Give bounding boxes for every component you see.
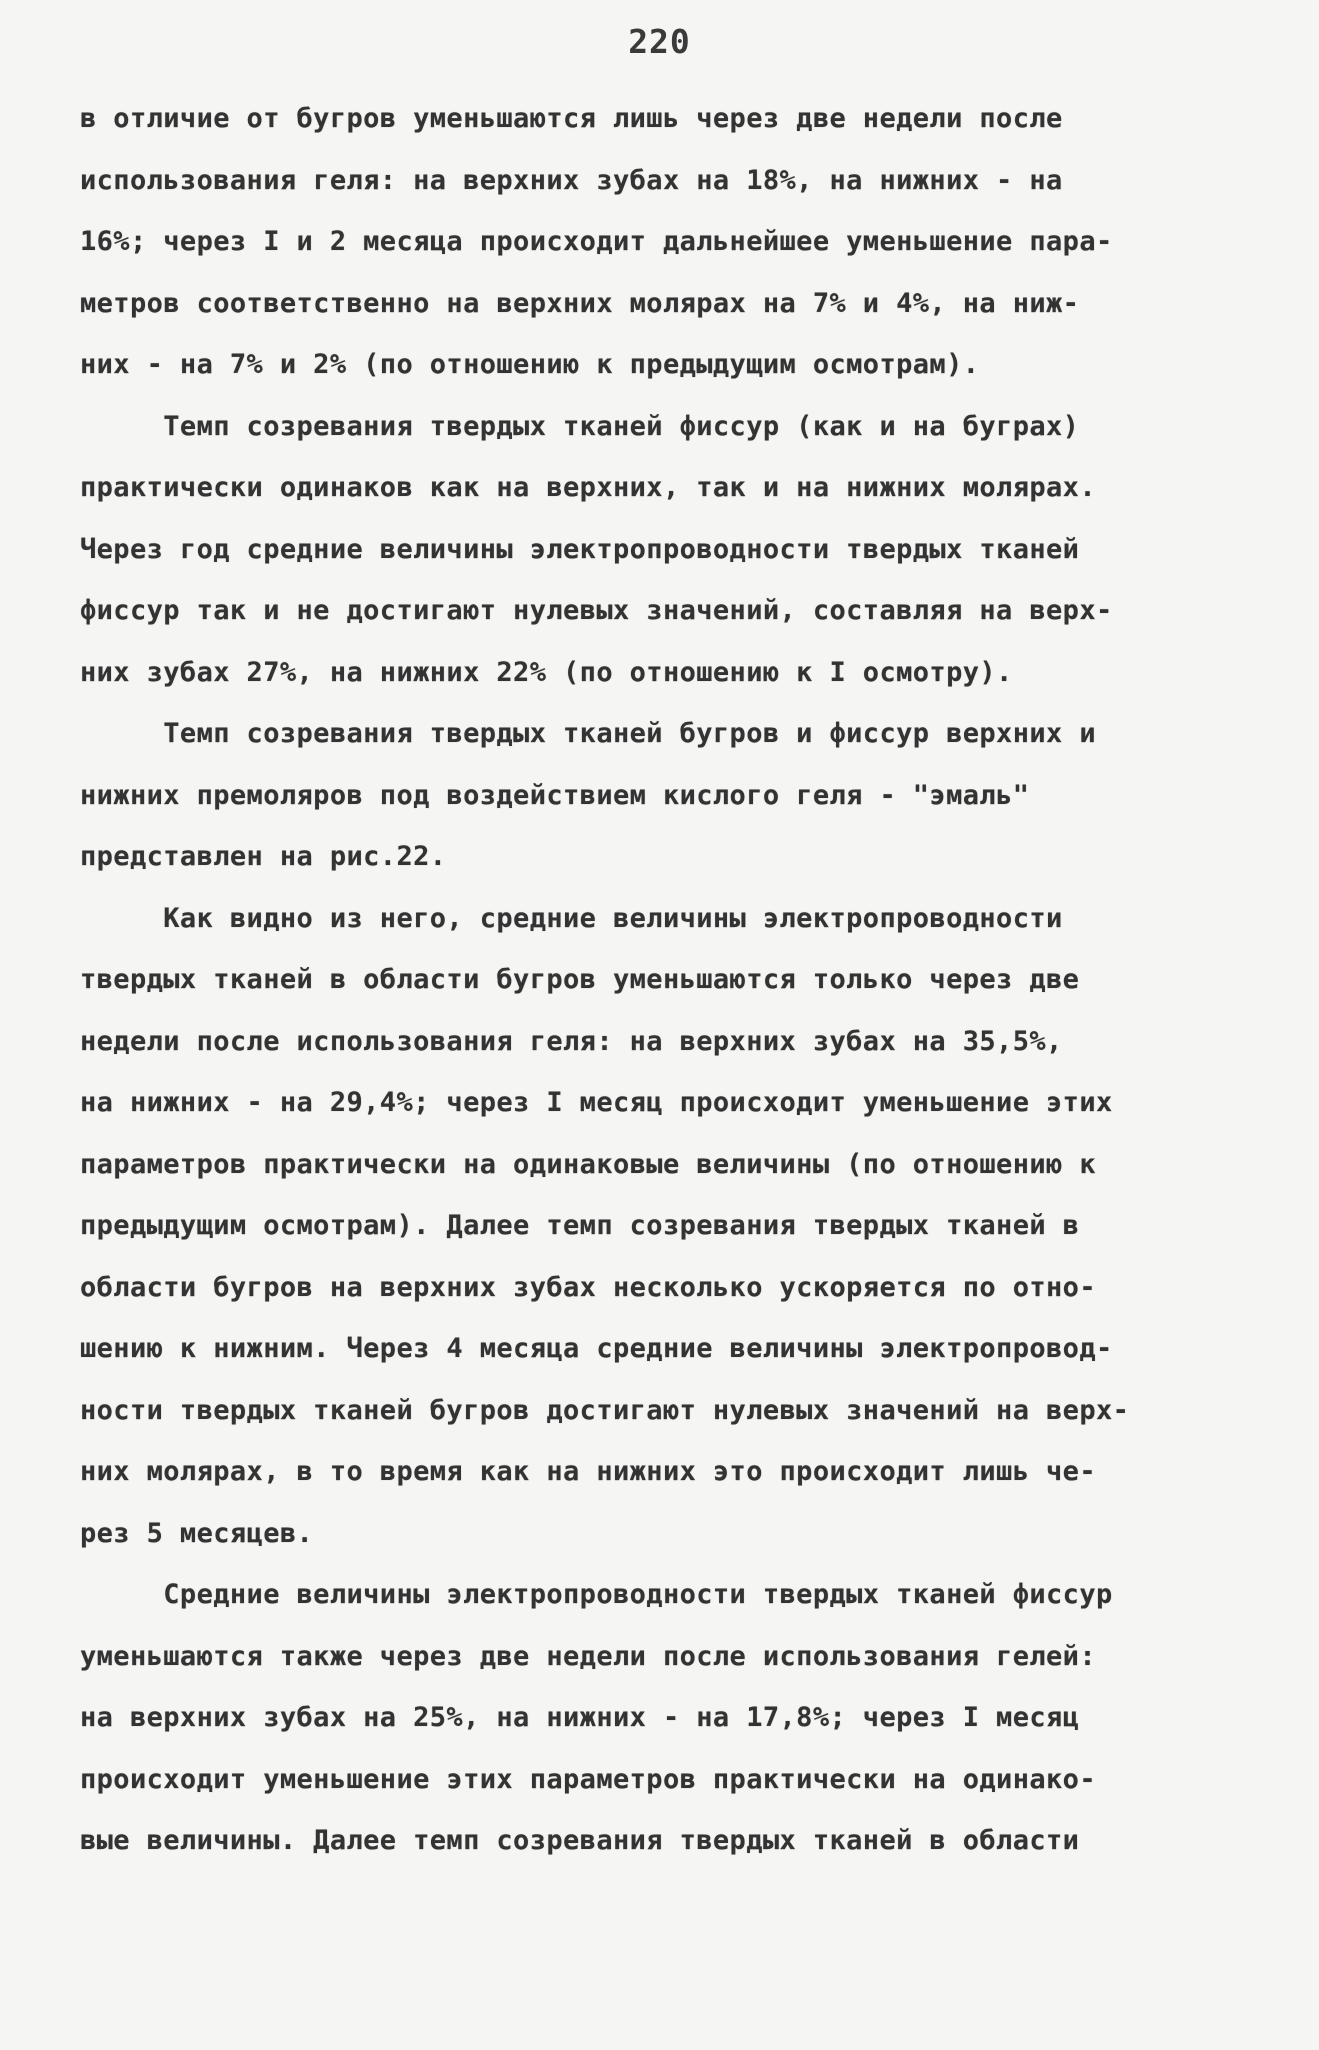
text-line: них - на 7% и 2% (по отношению к предыдущим осмотрам).	[80, 349, 980, 380]
text-line: параметров практически на одинаковые величины (по отношению к	[80, 1148, 1096, 1180]
text-line: на нижних - на 29,4%; через I месяц происходит уменьшение этих	[80, 1087, 1113, 1118]
text-line: Темп созревания твердых тканей бугров и фиссур верхних и	[80, 718, 1096, 749]
text-line: использования геля: на верхних зубах на 18%, на нижних - на	[80, 164, 1063, 196]
text-line: 16%; через I и 2 месяца происходит дальнейшее уменьшение пара-	[80, 226, 1113, 257]
text-line: предыдущим осмотрам). Далее темп созревания твердых тканей в	[80, 1210, 1080, 1241]
text-line: нижних премоляров под воздействием кислого геля - "эмаль"	[80, 779, 1030, 811]
text-line: фиссур так и не достигают нулевых значений, составляя на верх-	[80, 595, 1113, 626]
text-line: них зубах 27%, на нижних 22% (по отношению к I осмотру).	[80, 656, 1013, 688]
text-line: Как видно из него, средние величины электропроводности	[80, 902, 1063, 934]
text-line: на верхних зубах на 25%, на нижних - на 17,8%; через I месяц	[80, 1702, 1080, 1733]
text-line: шению к нижним. Через 4 месяца средние величины электропровод-	[80, 1333, 1113, 1364]
text-line: области бугров на верхних зубах несколько ускоряется по отно-	[80, 1271, 1096, 1303]
text-line: представлен на рис.22.	[80, 841, 447, 872]
text-line: в отличие от бугров уменьшаются лишь через две недели после	[80, 103, 1063, 134]
text-line: метров соответственно на верхних молярах на 7% и 4%, на ниж-	[80, 287, 1080, 319]
text-line: Средние величины электропроводности твердых тканей фиссур	[80, 1579, 1113, 1610]
text-line: Темп созревания твердых тканей фиссур (как и на буграх)	[80, 410, 1080, 442]
text-line: недели после использования геля: на верхних зубах на 35,5%,	[80, 1025, 1063, 1057]
text-line: твердых тканей в области бугров уменьшаются только через две	[80, 964, 1080, 995]
page-number: 220	[628, 22, 691, 61]
text-line: Через год средние величины электропроводности твердых тканей	[80, 533, 1080, 565]
text-line: практически одинаков как на верхних, так и на нижних молярах.	[80, 472, 1096, 503]
text-line: них молярах, в то время как на нижних это происходит лишь че-	[80, 1456, 1096, 1487]
text-line: происходит уменьшение этих параметров практически на одинако-	[80, 1763, 1096, 1795]
text-line: вые величины. Далее темп созревания твердых тканей в области	[80, 1825, 1080, 1856]
text-line: рез 5 месяцев.	[80, 1517, 314, 1549]
text-line: уменьшаются также через две недели после использования гелей:	[80, 1640, 1096, 1672]
text-line: ности твердых тканей бугров достигают нулевых значений на верх-	[80, 1394, 1130, 1426]
body-text	[80, 88, 1240, 1872]
